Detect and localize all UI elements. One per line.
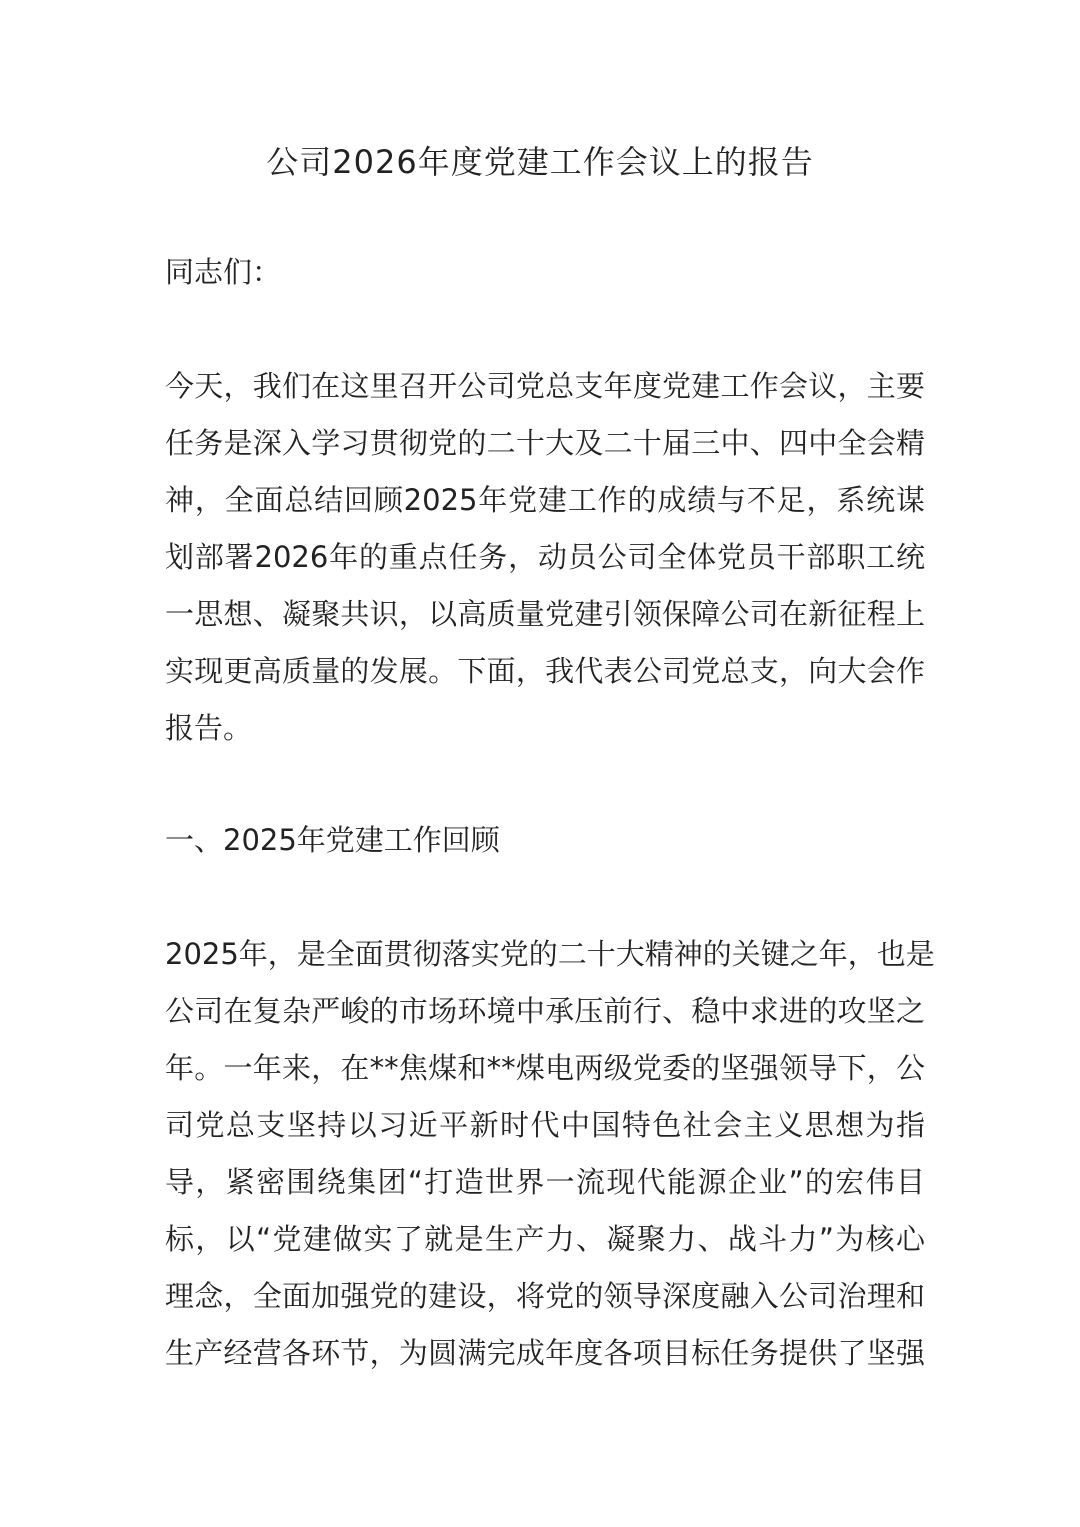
body-line: 理念，全面加强党的建设，将党的领导深度融入公司治理和 [165,1279,925,1313]
intro-line: 报告。 [165,711,253,745]
body-line: 2025年，是全面贯彻落实党的二十大精神的关键之年，也是 [165,937,935,971]
intro-line: 一思想、凝聚共识，以高质量党建引领保障公司在新征程上 [165,597,925,631]
body-line: 导，紧密围绕集团“打造世界一流现代能源企业”的宏伟目 [165,1165,925,1199]
salutation: 同志们： [165,255,282,289]
body-line: 司党总支坚持以习近平新时代中国特色社会主义思想为指 [165,1108,925,1142]
intro-line: 今天，我们在这里召开公司党总支年度党建工作会议，主要 [165,369,925,403]
intro-line: 任务是深入学习贯彻党的二十大及二十届三中、四中全会精 [165,426,925,460]
section-heading: 一、2025年党建工作回顾 [165,823,500,857]
intro-line: 实现更高质量的发展。下面，我代表公司党总支，向大会作 [165,654,925,688]
body-line: 年。一年来，在**焦煤和**煤电两级党委的坚强领导下，公 [165,1051,925,1085]
body-line: 生产经营各环节，为圆满完成年度各项目标任务提供了坚强 [165,1336,925,1370]
body-line: 公司在复杂严峻的市场环境中承压前行、稳中求进的攻坚之 [165,994,925,1028]
intro-line: 神，全面总结回顾2025年党建工作的成绩与不足，系统谋 [165,483,925,517]
body-line: 标，以“党建做实了就是生产力、凝聚力、战斗力”为核心 [165,1222,925,1256]
document-title: 公司2026年度党建工作会议上的报告 [266,143,814,181]
intro-line: 划部署2026年的重点任务，动员公司全体党员干部职工统 [165,540,925,574]
